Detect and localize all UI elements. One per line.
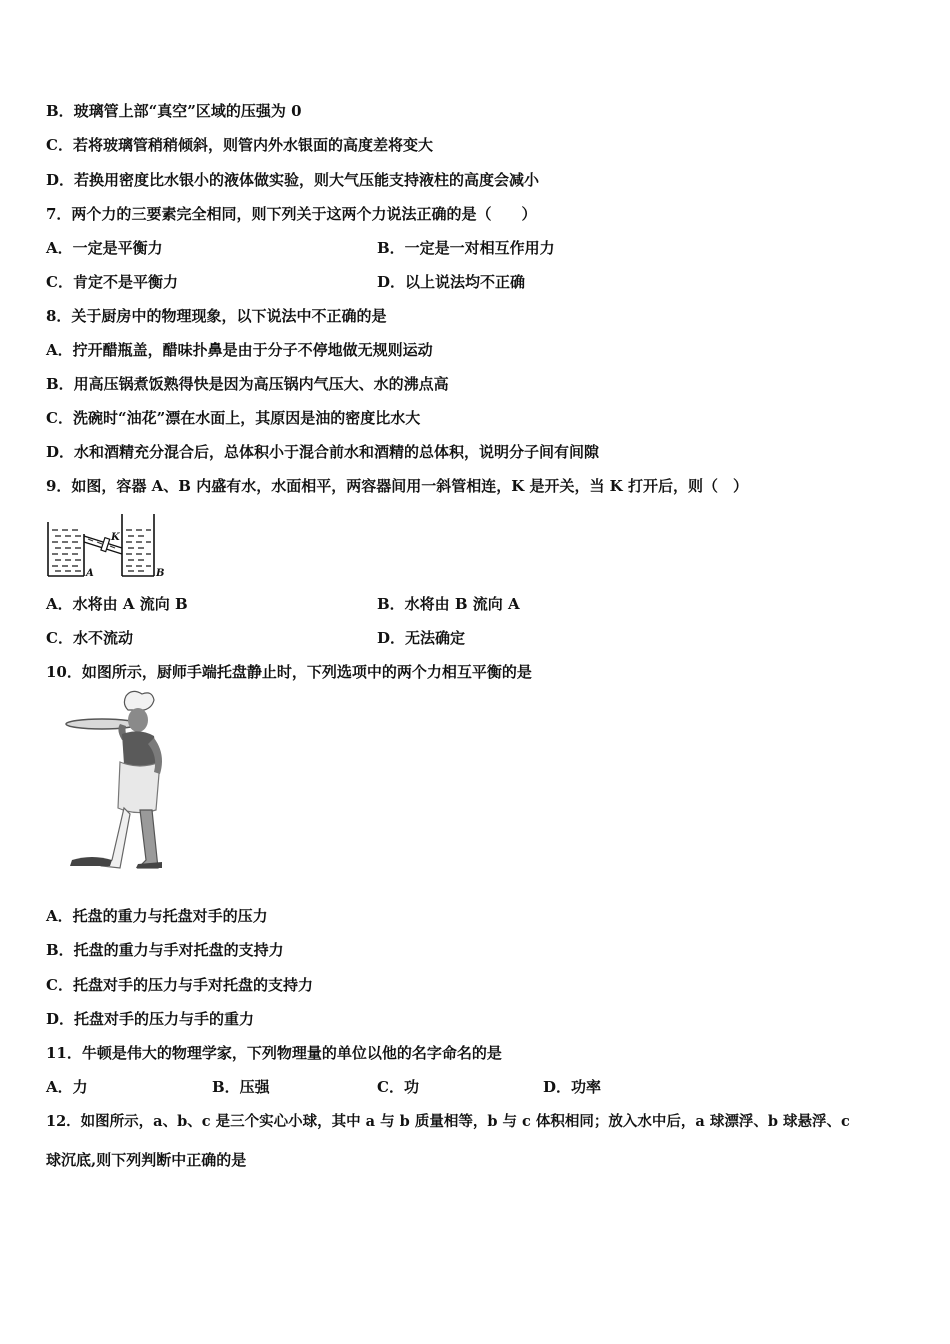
q9-option-c: C．水不流动 [46, 629, 133, 647]
q8-option-a: A．拧开醋瓶盖，醋味扑鼻是由于分子不停地做无规则运动 [46, 341, 433, 359]
label-b: B [156, 568, 165, 579]
q7-option-c: C．肯定不是平衡力 [46, 273, 178, 291]
label-a: A [86, 568, 94, 579]
q11-stem: 11．牛顿是伟大的物理学家，下列物理量的单位以他的名字命名的是 [46, 1044, 502, 1062]
q9-option-b: B．水将由 B 流向 A [377, 595, 520, 613]
q8-option-b: B．用高压锅煮饭熟得快是因为高压锅内气压大、水的沸点高 [46, 375, 449, 393]
q10-option-d: D．托盘对手的压力与手的重力 [46, 1010, 255, 1028]
q10-option-a: A．托盘的重力与托盘对手的压力 [46, 907, 268, 925]
q11-option-d: D．功率 [543, 1078, 602, 1096]
q11-option-c: C．功 [377, 1078, 419, 1096]
q8-option-c: C．洗碗时“油花”漂在水面上，其原因是油的密度比水大 [46, 409, 421, 427]
q10-stem: 10．如图所示，厨师手端托盘静止时，下列选项中的两个力相互平衡的是 [46, 663, 532, 681]
container-a [48, 522, 84, 576]
q6-option-d: D．若换用密度比水银小的液体做实验，则大气压能支持液柱的高度会减小 [46, 171, 540, 189]
q7-option-a: A．一定是平衡力 [46, 239, 163, 257]
q9-option-d: D．无法确定 [377, 629, 466, 647]
q7-stem: 7．两个力的三要素完全相同，则下列关于这两个力说法正确的是（ ） [46, 205, 537, 223]
chef-holding-tray-figure [62, 690, 172, 872]
connected-containers-figure [44, 510, 170, 582]
q9-stem: 9．如图，容器 A、B 内盛有水，水面相平，两容器间用一斜管相连，K 是开关，当 K 打开后，则（ ） [46, 477, 748, 495]
valve-label: K [111, 532, 120, 543]
q10-option-c: C．托盘对手的压力与手对托盘的支持力 [46, 976, 313, 994]
q11-option-b: B．压强 [212, 1078, 270, 1096]
q6-option-b: B．玻璃管上部“真空”区域的压强为 0 [46, 102, 302, 120]
q8-stem: 8．关于厨房中的物理现象，以下说法中不正确的是 [46, 307, 387, 325]
container-b [122, 514, 154, 576]
q6-option-c: C．若将玻璃管稍稍倾斜，则管内外水银面的高度差将变大 [46, 136, 433, 154]
q12-stem-line1: 12．如图所示，a、b、c 是三个实心小球，其中 a 与 b 质量相等，b 与 c 体积相同；放入水中后，a 球漂浮、b 球悬浮、c [46, 1113, 850, 1130]
q7-option-d: D．以上说法均不正确 [377, 273, 526, 291]
q12-stem-line2: 球沉底,则下列判断中正确的是 [46, 1151, 247, 1169]
q7-option-b: B．一定是一对相互作用力 [377, 239, 555, 257]
q10-option-b: B．托盘的重力与手对托盘的支持力 [46, 941, 284, 959]
q9-option-a: A．水将由 A 流向 B [46, 595, 188, 613]
q8-option-d: D．水和酒精充分混合后，总体积小于混合前水和酒精的总体积，说明分子间有间隙 [46, 443, 600, 461]
q11-option-a: A．力 [46, 1078, 88, 1096]
